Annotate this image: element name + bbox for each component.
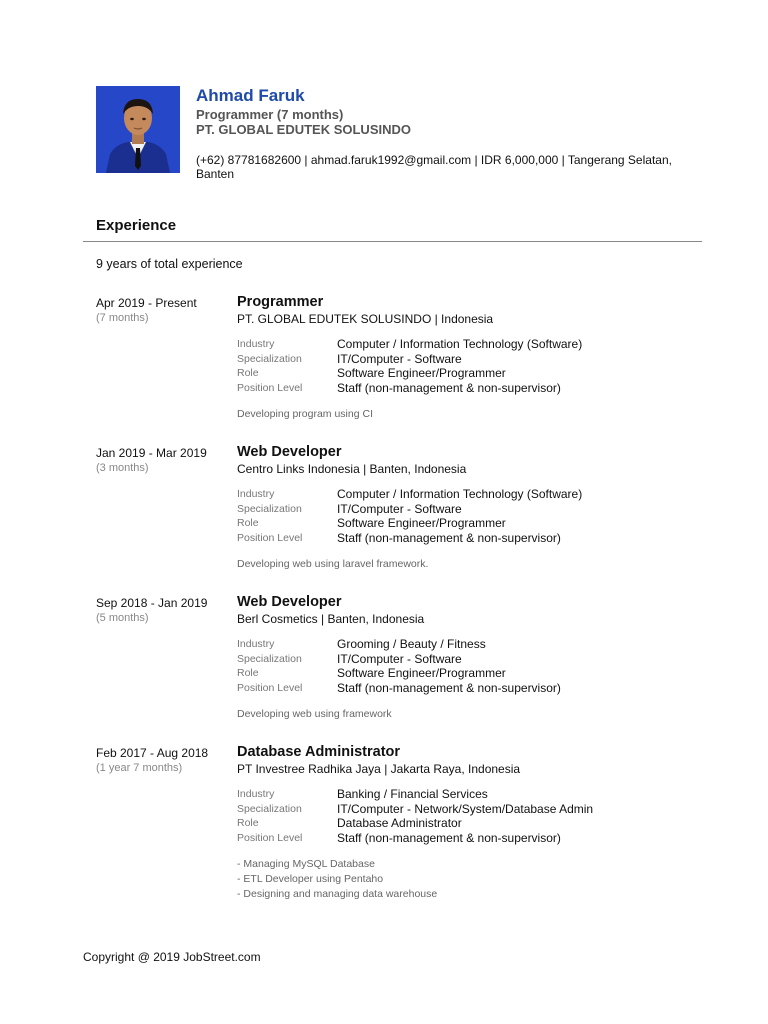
section-title-experience: Experience bbox=[96, 217, 177, 234]
section-divider bbox=[83, 241, 702, 242]
industry-label: Industry bbox=[237, 638, 275, 650]
description-line: Developing web using framework bbox=[237, 708, 392, 720]
specialization-label: Specialization bbox=[237, 502, 302, 515]
specialization-value: IT/Computer - Software bbox=[337, 501, 462, 516]
specialization-value: IT/Computer - Network/System/Database Admin bbox=[337, 801, 594, 816]
industry-label: Industry bbox=[237, 788, 275, 800]
position-level-value: Staff (non-management & non-supervisor) bbox=[337, 530, 561, 545]
specialization-value: IT/Computer - Software bbox=[337, 651, 462, 666]
description-line: Developing web using laravel framework. bbox=[237, 558, 429, 570]
specialization-label: Specialization bbox=[237, 802, 302, 815]
candidate-name: Ahmad Faruk bbox=[196, 86, 305, 105]
role-label: Role bbox=[237, 817, 259, 830]
job-employer: Berl Cosmetics | Banten, Indonesia bbox=[237, 612, 425, 626]
job-employer: PT Investree Radhika Jaya | Jakarta Raya, Indonesia bbox=[237, 762, 521, 776]
job-duration: (7 months) bbox=[96, 312, 149, 324]
job-description bbox=[237, 857, 437, 903]
position-level-label: Position Level bbox=[237, 831, 303, 844]
job-description bbox=[237, 407, 373, 422]
job-details bbox=[237, 337, 707, 395]
job-date: Jan 2019 - Mar 2019 bbox=[96, 446, 207, 460]
job-details bbox=[237, 637, 707, 695]
job-description bbox=[237, 707, 392, 722]
specialization-value: IT/Computer - Software bbox=[337, 351, 462, 366]
job-details bbox=[237, 787, 707, 845]
specialization-label: Specialization bbox=[237, 652, 302, 665]
role-value: Software Engineer/Programmer bbox=[337, 366, 506, 381]
current-position: Programmer (7 months) bbox=[196, 107, 344, 122]
job-date: Feb 2017 - Aug 2018 bbox=[96, 746, 209, 760]
industry-label: Industry bbox=[237, 338, 275, 350]
job-title: Web Developer bbox=[237, 444, 342, 460]
role-value: Software Engineer/Programmer bbox=[337, 666, 506, 681]
profile-photo bbox=[96, 86, 180, 173]
description-line: - Designing and managing data warehouse bbox=[237, 888, 438, 901]
total-experience: 9 years of total experience bbox=[96, 257, 243, 271]
role-value: Database Administrator bbox=[337, 816, 462, 831]
position-level-value: Staff (non-management & non-supervisor) bbox=[337, 680, 561, 695]
contact-info: (+62) 87781682600 | ahmad.faruk1992@gmail.com | IDR 6,000,000 | Tangerang Selatan, Banten bbox=[196, 153, 672, 181]
footer-copyright: Copyright @ 2019 JobStreet.com bbox=[83, 950, 261, 964]
job-duration: (3 months) bbox=[96, 462, 149, 474]
specialization-label: Specialization bbox=[237, 352, 302, 365]
role-label: Role bbox=[237, 367, 259, 380]
description-line: - ETL Developer using Pentaho bbox=[237, 873, 384, 886]
job-employer: Centro Links Indonesia | Banten, Indonesia bbox=[237, 462, 467, 476]
role-label: Role bbox=[237, 517, 259, 530]
job-date: Apr 2019 - Present bbox=[96, 296, 197, 310]
current-company: PT. GLOBAL EDUTEK SOLUSINDO bbox=[196, 122, 411, 137]
job-details bbox=[237, 487, 707, 545]
person-photo-icon bbox=[96, 86, 180, 173]
position-level-label: Position Level bbox=[237, 381, 303, 394]
job-title: Web Developer bbox=[237, 594, 342, 610]
description-line: - Managing MySQL Database bbox=[237, 858, 375, 870]
job-employer: PT. GLOBAL EDUTEK SOLUSINDO | Indonesia bbox=[237, 312, 494, 326]
position-level-label: Position Level bbox=[237, 681, 303, 694]
job-duration: (1 year 7 months) bbox=[96, 762, 183, 774]
job-title: Database Administrator bbox=[237, 744, 401, 760]
position-level-value: Staff (non-management & non-supervisor) bbox=[337, 380, 561, 395]
industry-value: Grooming / Beauty / Fitness bbox=[337, 637, 486, 651]
description-line: Developing program using CI bbox=[237, 408, 373, 420]
job-title: Programmer bbox=[237, 294, 324, 310]
job-duration: (5 months) bbox=[96, 612, 149, 624]
industry-value: Banking / Financial Services bbox=[337, 787, 488, 801]
position-level-label: Position Level bbox=[237, 531, 303, 544]
role-value: Software Engineer/Programmer bbox=[337, 516, 506, 531]
position-level-value: Staff (non-management & non-supervisor) bbox=[337, 830, 561, 845]
job-description bbox=[237, 557, 428, 572]
job-date: Sep 2018 - Jan 2019 bbox=[96, 596, 208, 610]
industry-value: Computer / Information Technology (Software) bbox=[337, 337, 583, 351]
industry-label: Industry bbox=[237, 488, 275, 500]
role-label: Role bbox=[237, 667, 259, 680]
industry-value: Computer / Information Technology (Software) bbox=[337, 487, 583, 501]
